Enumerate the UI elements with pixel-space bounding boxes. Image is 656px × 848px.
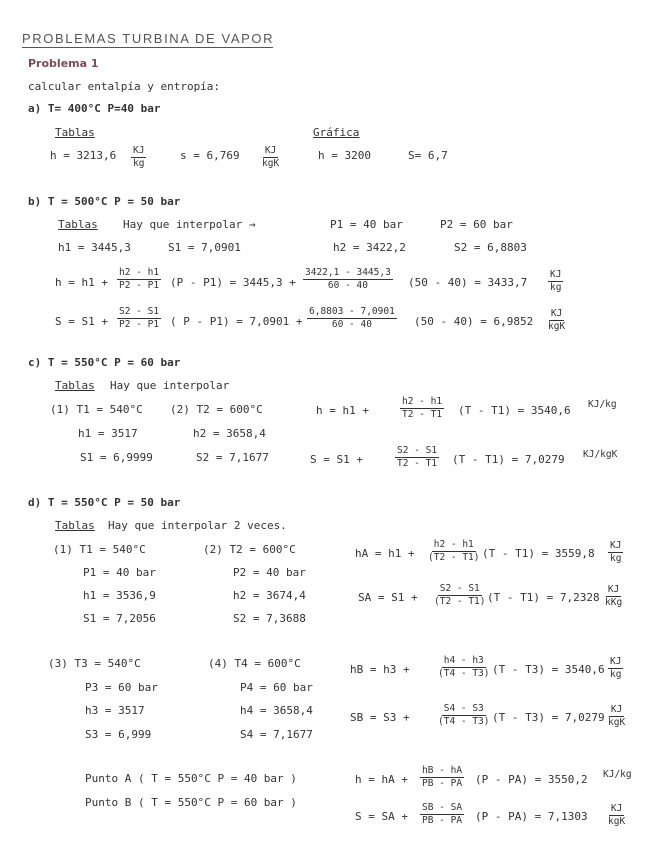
section-c-h-fraction: $\frac{h2 - h1}{T2 - T1}$: [402, 396, 443, 420]
section-a-graph-h: h = 3200: [318, 149, 371, 162]
section-d-p1: P1 = 40 bar: [83, 566, 156, 579]
section-d-p3: P3 = 60 bar: [85, 681, 158, 694]
section-d-p4: P4 = 60 bar: [240, 681, 313, 694]
section-b-header: b) T = 500°C P = 50 bar: [28, 195, 181, 208]
page-title: PROBLEMAS TURBINA DE VAPOR: [22, 31, 275, 46]
section-d-final-s-result: (P - PA) = 7,1303: [475, 810, 588, 823]
section-b-h-eq-mid: (P - P1) = 3445,3 +: [170, 276, 296, 289]
section-c-h-eq-start: h = h1 +: [316, 404, 369, 417]
section-d-sB-result: (T - T3) = 7,0279: [492, 711, 605, 724]
section-d-t3: (3) T3 = 540°C: [48, 657, 141, 670]
section-b-s1: S1 = 7,0901: [168, 241, 241, 254]
section-b-h1: h1 = 3445,3: [58, 241, 131, 254]
section-c-t2: (2) T2 = 600°C: [170, 403, 263, 416]
section-c-h-result: (T - T1) = 3540,6: [458, 404, 571, 417]
section-b-h-fraction-numeric: $\frac{3422,1 - 3445,3}{60 - 40}$: [305, 267, 391, 291]
section-d-hA-eq-start: hA = h1 +: [355, 547, 415, 560]
section-a-h-unit: $\frac{KJ}{kg}$: [133, 145, 145, 169]
section-d-h1: h1 = 3536,9: [83, 589, 156, 602]
section-c-h-unit: KJ/kg: [588, 399, 617, 410]
section-d-final-s-eq-start: S = SA +: [355, 810, 408, 823]
section-d-header: d) T = 550°C P = 50 bar: [28, 496, 181, 509]
section-b-s-fraction-symbolic: $\frac{S2 - S1}{P2 - P1}$: [119, 306, 160, 330]
section-b-s-result: (50 - 40) = 6,9852: [414, 315, 534, 328]
section-d-hB-eq-start: hB = h3 +: [350, 663, 410, 676]
section-d-final-s-unit: KJ kgK: [608, 803, 626, 827]
section-d-sA-fraction: $\frac{S2 - S1}{(T2 - T1)}$: [434, 583, 486, 607]
section-d-interp-note: Hay que interpolar 2 veces.: [108, 519, 287, 532]
section-c-s-unit: KJ/kgK: [583, 449, 618, 460]
section-b-s-fraction-numeric: $\frac{6,8803 - 7,0901}{60 - 40}$: [309, 306, 395, 330]
section-a-s-unit: KJ kgK: [262, 145, 280, 169]
section-d-final-s-fraction: $\frac{SB - SA}{PB - PA}$: [422, 802, 463, 826]
section-d-s1: S1 = 7,2056: [83, 612, 156, 625]
problem-heading: Problema 1: [28, 57, 99, 70]
section-d-s3: S3 = 6,999: [85, 728, 152, 741]
section-d-h4: h4 = 3658,4: [240, 704, 313, 717]
section-d-sA-result: (T - T1) = 7,2328: [487, 591, 600, 604]
section-c-s-eq-start: S = S1 +: [310, 453, 363, 466]
section-c-s-fraction: $\frac{S2 - S1}{T2 - T1}$: [397, 445, 438, 469]
section-d-hB-result: (T - T3) = 3540,6: [492, 663, 605, 676]
section-b-h2: h2 = 3422,2: [333, 241, 406, 254]
section-d-tablas-label: Tablas: [55, 519, 95, 532]
section-d-t1: (1) T1 = 540°C: [53, 543, 146, 556]
section-d-s4: S4 = 7,1677: [240, 728, 313, 741]
section-d-hA-unit: $\frac{KJ}{kg}$: [610, 540, 622, 564]
section-b-s-eq-mid: ( P - P1) = 7,0901 +: [170, 315, 303, 328]
section-d-final-h-eq-start: h = hA +: [355, 773, 408, 786]
section-b-p1: P1 = 40 bar: [330, 218, 403, 231]
intro-text: calcular entalpía y entropía:: [28, 80, 221, 93]
section-d-point-a: Punto A ( T = 550°C P = 40 bar ): [85, 772, 297, 785]
section-d-h3: h3 = 3517: [85, 704, 145, 717]
section-c-h1: h1 = 3517: [78, 427, 138, 440]
section-b-interp-note: Hay que interpolar →: [123, 218, 256, 231]
section-b-p2: P2 = 60 bar: [440, 218, 513, 231]
section-b-h-fraction-symbolic: $\frac{h2 - h1}{P2 - P1}$: [119, 267, 160, 291]
section-c-h2: h2 = 3658,4: [193, 427, 266, 440]
title-underline: [22, 47, 273, 48]
section-b-s2: S2 = 6,8803: [454, 241, 527, 254]
section-c-t1: (1) T1 = 540°C: [50, 403, 143, 416]
section-d-h2: h2 = 3674,4: [233, 589, 306, 602]
section-a-tablas-label: Tablas: [55, 126, 95, 139]
section-d-hB-fraction: $\frac{h4 - h3}{(T4 - T3)}$: [438, 655, 490, 679]
section-c-s1: S1 = 6,9999: [80, 451, 153, 464]
section-a-grafica-label: Gráfica: [313, 126, 360, 139]
section-c-tablas-label: Tablas: [55, 379, 95, 392]
section-b-h-result: (50 - 40) = 3433,7: [408, 276, 528, 289]
section-d-hA-result: (T - T1) = 3559,8: [482, 547, 595, 560]
section-b-h-eq-start: h = h1 +: [55, 276, 108, 289]
section-c-interp-note: Hay que interpolar: [110, 379, 230, 392]
section-d-sB-unit: KJ kgK: [608, 704, 626, 728]
section-b-s-eq-start: S = S1 +: [55, 315, 108, 328]
section-b-tablas-label: Tablas: [58, 218, 98, 231]
section-c-header: c) T = 550°C P = 60 bar: [28, 356, 181, 369]
section-c-s-result: (T - T1) = 7,0279: [452, 453, 565, 466]
section-b-h-unit: $\frac{KJ}{kg}$: [550, 269, 562, 293]
section-a-graph-s: S= 6,7: [408, 149, 448, 162]
section-d-hB-unit: $\frac{KJ}{kg}$: [610, 656, 622, 680]
section-d-sB-fraction: $\frac{S4 - S3}{(T4 - T3)}$: [438, 703, 490, 727]
section-d-final-h-unit: KJ/kg: [603, 769, 632, 780]
section-d-point-b: Punto B ( T = 550°C P = 60 bar ): [85, 796, 297, 809]
section-a-header: a) T= 400°C P=40 bar: [28, 102, 161, 115]
section-a-h-value: h = 3213,6: [50, 149, 117, 162]
section-d-t2: (2) T2 = 600°C: [203, 543, 296, 556]
section-d-s2: S2 = 7,3688: [233, 612, 306, 625]
section-d-sA-eq-start: SA = S1 +: [358, 591, 418, 604]
section-d-p2: P2 = 40 bar: [233, 566, 306, 579]
section-d-sA-unit: KJ kKg: [605, 584, 623, 608]
section-c-s2: S2 = 7,1677: [196, 451, 269, 464]
section-d-hA-fraction: $\frac{h2 - h1}{(T2 - T1)}$: [428, 539, 480, 563]
section-b-s-unit: KJ kgK: [548, 308, 566, 332]
section-d-final-h-fraction: $\frac{hB - hA}{PB - PA}$: [422, 765, 463, 789]
section-d-sB-eq-start: SB = S3 +: [350, 711, 410, 724]
section-d-t4: (4) T4 = 600°C: [208, 657, 301, 670]
section-a-s-value: s = 6,769: [180, 149, 240, 162]
section-d-final-h-result: (P - PA) = 3550,2: [475, 773, 588, 786]
